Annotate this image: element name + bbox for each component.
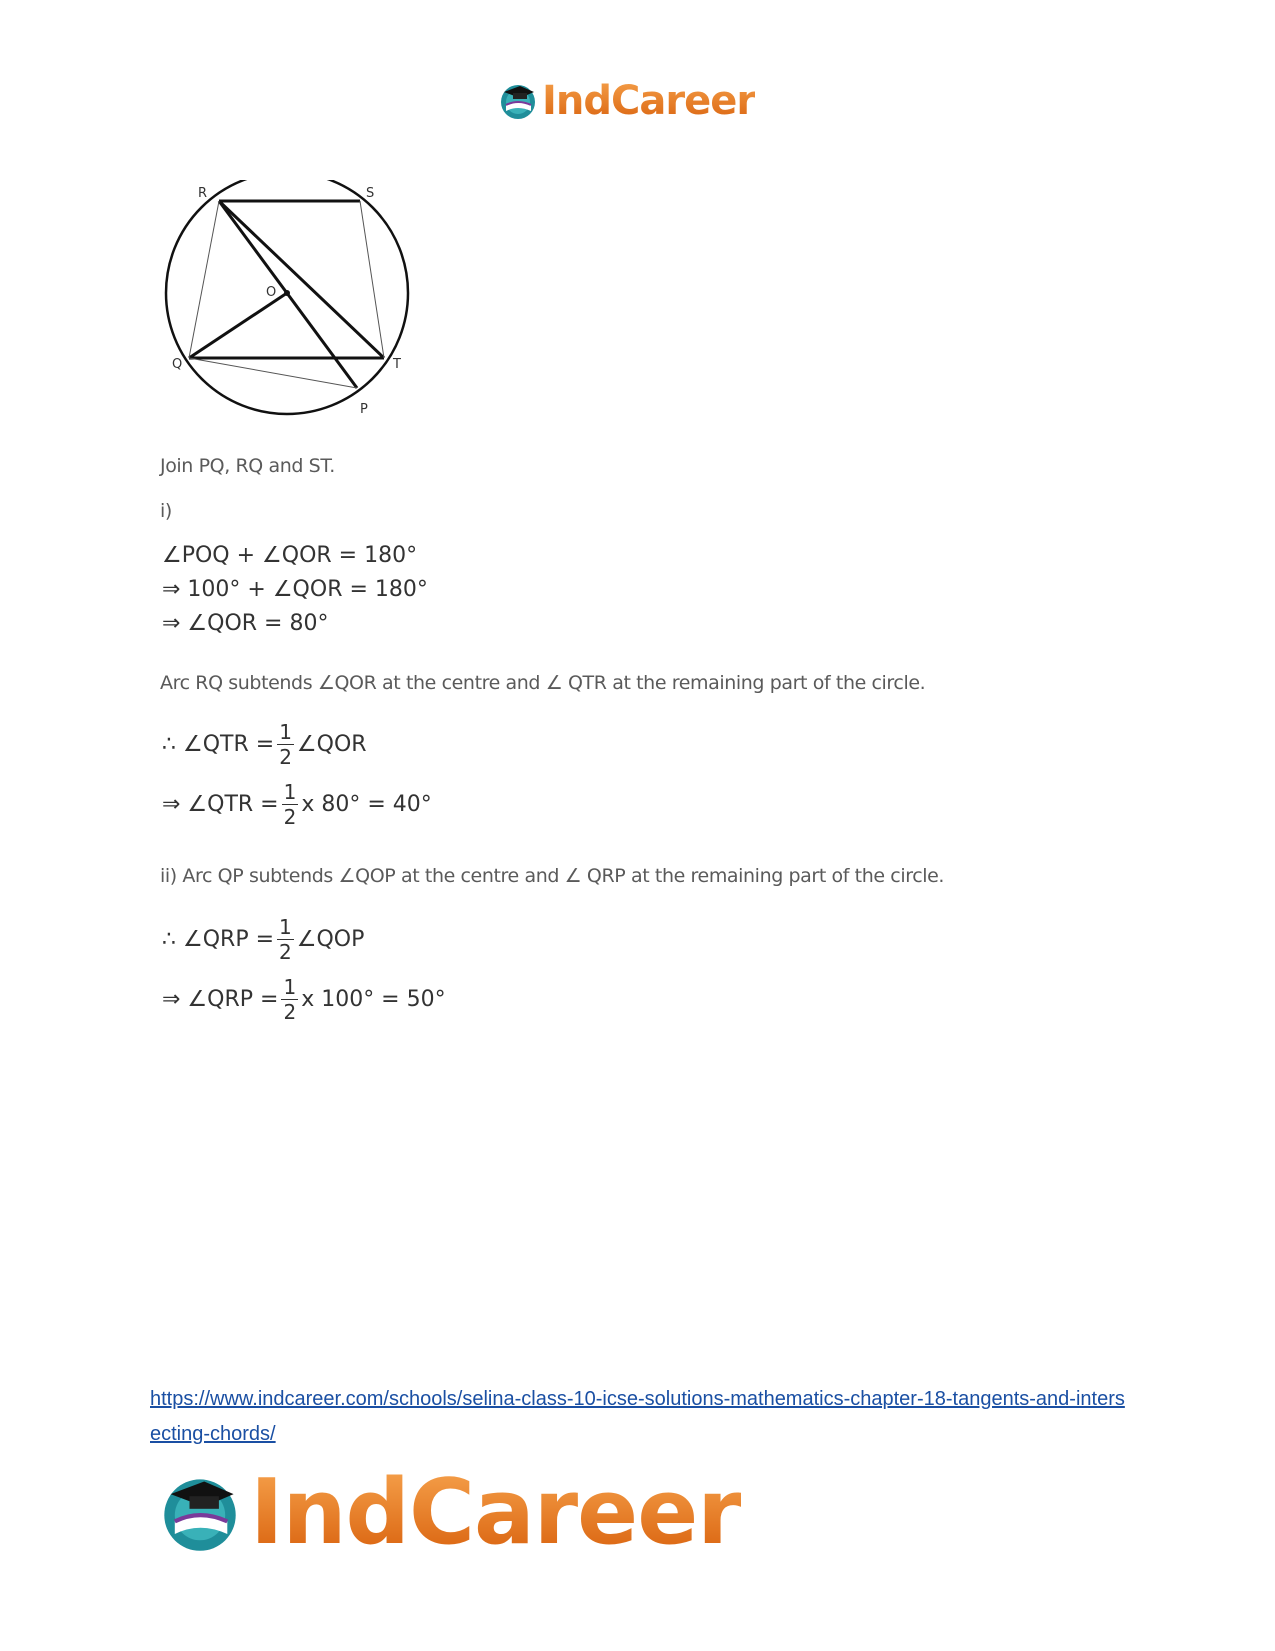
circle (166, 180, 408, 414)
line-QO (189, 293, 287, 358)
header-logo (498, 78, 755, 124)
fraction-numerator: 1 (279, 915, 292, 939)
footer-logo (158, 1460, 741, 1565)
arc-rq-text: Arc RQ subtends ∠QOR at the centre and ∠ QTR at the remaining part of the circle. (160, 672, 926, 694)
eq6-left: ∴ ∠QRP = (162, 927, 275, 952)
fraction-denominator: 2 (283, 1000, 297, 1024)
eq5-right: x 80° = 40° (301, 792, 432, 817)
eq7-left: ⇒ ∠QRP = (162, 987, 279, 1012)
equation-3: ⇒ ∠QOR = 80° (162, 611, 329, 636)
line-ST (360, 201, 384, 358)
equation-7 (162, 977, 446, 1022)
logo-text: IndCareer (542, 78, 756, 124)
source-url-link[interactable]: https://www.indcareer.com/schools/selina-class-10-icse-solutions-mathematics-chapter-18-tangents-and-intersecting-chords/ (150, 1388, 1125, 1445)
fraction-numerator: 1 (283, 975, 297, 999)
equation-5 (162, 782, 432, 827)
label-O: O (266, 285, 277, 300)
fraction-numerator: 1 (279, 720, 292, 744)
equation-1: ∠POQ + ∠QOR = 180° (162, 543, 418, 568)
fraction (281, 977, 298, 1022)
part-1-label: i) (160, 500, 172, 522)
eq5-left: ⇒ ∠QTR = (162, 792, 279, 817)
label-S: S (366, 186, 375, 201)
graduation-cap-icon (158, 1471, 242, 1555)
logo-text: IndCareer (250, 1460, 741, 1565)
fraction (282, 782, 299, 827)
intro-text: Join PQ, RQ and ST. (160, 455, 335, 477)
label-T: T (393, 357, 401, 372)
label-P: P (360, 402, 368, 417)
eq4-left: ∴ ∠QTR = (162, 732, 275, 757)
line-QP (189, 358, 357, 388)
eq4-right: ∠QOR (296, 732, 367, 757)
arc-qp-text: ii) Arc QP subtends ∠QOP at the centre and ∠ QRP at the remaining part of the circle. (160, 865, 945, 887)
equation-2: ⇒ 100° + ∠QOR = 180° (162, 577, 428, 602)
fraction-denominator: 2 (279, 940, 292, 964)
eq6-right: ∠QOP (296, 927, 365, 952)
graduation-cap-icon (498, 81, 538, 121)
line-RQ (189, 201, 219, 358)
center-point (284, 290, 290, 296)
circle-diagram (160, 180, 430, 425)
fraction-denominator: 2 (283, 805, 297, 829)
fraction (277, 917, 294, 962)
fraction-denominator: 2 (279, 745, 292, 769)
equation-4 (162, 722, 367, 767)
fraction-numerator: 1 (283, 780, 297, 804)
fraction (277, 722, 294, 767)
label-R: R (198, 186, 208, 201)
line-RT (219, 201, 384, 358)
eq7-right: x 100° = 50° (301, 987, 446, 1012)
equation-6 (162, 917, 364, 962)
label-Q: Q (172, 357, 183, 372)
